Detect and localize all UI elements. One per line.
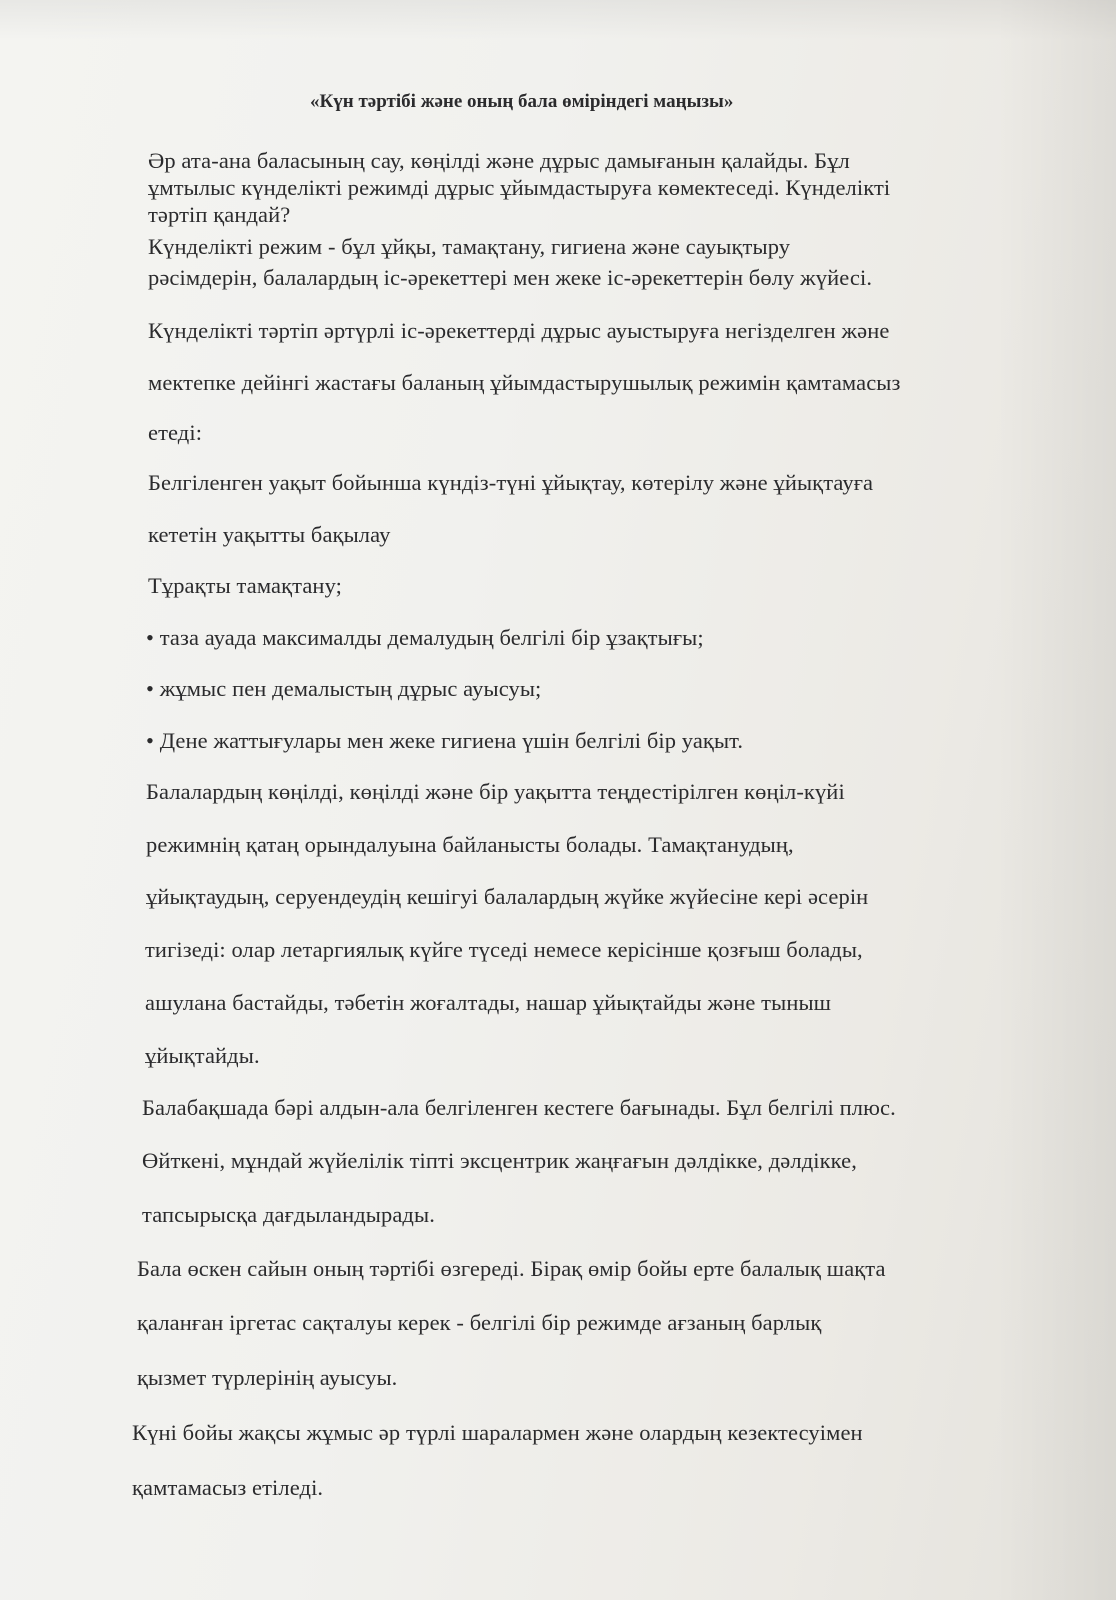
text-line: қаланған іргетас сақталуы керек - белгілі бір режимде ағзаның барлық [137,1310,822,1335]
text-line: қамтамасыз етіледі. [132,1475,324,1500]
text-line: Тұрақты тамақтану; [148,573,342,598]
text-line: Күнделікті режим - бұл ұйқы, тамақтану, гигиена және сауықтыру [148,234,791,259]
text-line: Күні бойы жақсы жұмыс әр түрлі шаралармен және олардың кезектесуімен [132,1420,863,1445]
bullet-item: • жұмыс пен демалыстың дұрыс ауысуы; [146,676,542,701]
text-line: ұмтылыс күнделікті режимді дұрыс ұйымдастыруға көмектеседі. Күнделікті [148,175,891,200]
text-line: тапсырысқа дағдыландырады. [142,1202,435,1227]
text-line: ұйықтайды. [145,1043,260,1068]
text-line: ашулана бастайды, тәбетін жоғалтады, нашар ұйықтайды және тыныш [145,990,832,1015]
page-shadow-top [0,0,1116,40]
document-title: «Күн тәртібі және оның бала өміріндегі маңызы» [310,91,734,112]
text-line: етеді: [148,420,203,445]
page-shadow-right [996,0,1116,1600]
text-line: Күнделікті тәртіп әртүрлі іс-әрекеттерді дұрыс ауыстыруға негізделген және [148,318,890,343]
text-line: Әр ата-ана баласының сау, көңілді және дұрыс дамығанын қалайды. Бұл [148,148,850,173]
text-line: кететін уақытты бақылау [148,522,391,547]
text-line: тигізеді: олар летаргиялық күйге түседі немесе керісінше қозғыш болады, [145,937,863,962]
text-line: рәсімдерін, балалардың іс-әрекеттері мен жеке іс-әрекеттерін бөлу жүйесі. [148,265,873,290]
text-line: қызмет түрлерінің ауысуы. [137,1365,398,1390]
text-line: Балалардың көңілді, көңілді және бір уақытта теңдестірілген көңіл-күйі [146,779,845,804]
text-line: режимнің қатаң орындалуына байланысты болады. Тамақтанудың, [146,832,794,857]
text-line: ұйықтаудың, серуендеудің кешігуі балалардың жүйке жүйесіне кері әсерін [146,884,869,909]
text-line: мектепке дейінгі жастағы баланың ұйымдастырушылық режимін қамтамасыз [148,370,901,395]
text-line: Өйткені, мұндай жүйелілік тіпті эксцентрик жаңғағын дәлдікке, дәлдікке, [142,1148,857,1173]
text-line: Белгіленген уақыт бойынша күндіз-түні ұйықтау, көтерілу және ұйықтауға [148,470,874,495]
text-line: Балабақшада бәрі алдын-ала белгіленген кестеге бағынады. Бұл белгілі плюс. [142,1095,896,1120]
bullet-item: • таза ауада максималды демалудың белгілі бір ұзақтығы; [146,625,704,650]
text-line: Бала өскен сайын оның тәртібі өзгереді. Бірақ өмір бойы ерте балалық шақта [137,1256,886,1281]
text-line: тәртіп қандай? [148,202,291,227]
bullet-item: • Дене жаттығулары мен жеке гигиена үшін белгілі бір уақыт. [146,728,744,753]
